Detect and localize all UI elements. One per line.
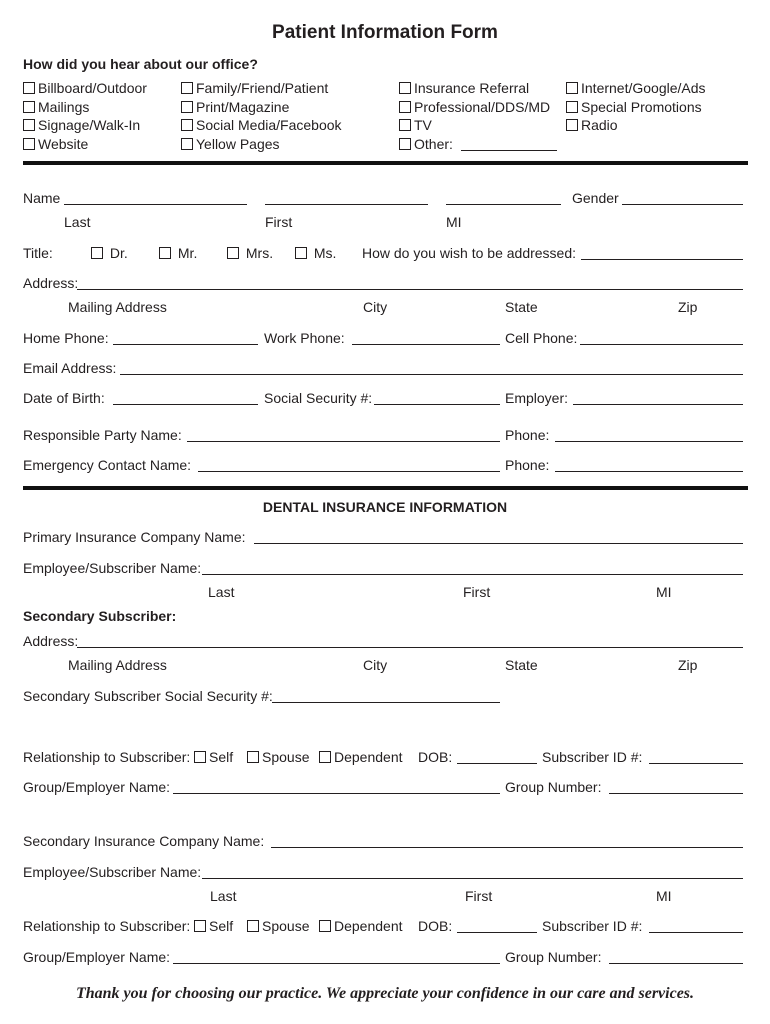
relationship-self[interactable]: Self	[194, 749, 233, 765]
zip-caption: Zip	[678, 657, 698, 673]
dob-label: Date of Birth:	[23, 390, 105, 406]
divider	[23, 161, 748, 165]
checkbox[interactable]	[566, 82, 578, 94]
checkbox[interactable]	[181, 101, 193, 113]
option-insurance-referral[interactable]: Insurance Referral	[399, 80, 529, 96]
checkbox[interactable]	[159, 247, 171, 259]
checkbox[interactable]	[181, 82, 193, 94]
option-yellow-pages[interactable]: Yellow Pages	[181, 136, 280, 152]
secondary-company-field[interactable]	[271, 847, 743, 848]
option-signage[interactable]: Signage/Walk-In	[23, 117, 140, 133]
secondary-subscriber-heading: Secondary Subscriber:	[23, 608, 177, 624]
insurance-heading: DENTAL INSURANCE INFORMATION	[262, 499, 508, 515]
subscriber-dob-label: DOB:	[418, 918, 453, 934]
checkbox[interactable]	[566, 101, 578, 113]
mi-field[interactable]	[446, 204, 561, 205]
checkbox[interactable]	[181, 138, 193, 150]
last-caption: Last	[208, 584, 235, 600]
group-employer-field[interactable]	[173, 963, 500, 964]
ssn-field[interactable]	[374, 404, 500, 405]
group-number-field[interactable]	[609, 793, 743, 794]
thank-you-message: Thank you for choosing our practice. We appreciate your confidence in our care and services.	[75, 985, 695, 1002]
group-number-field[interactable]	[609, 963, 743, 964]
option-internet[interactable]: Internet/Google/Ads	[566, 80, 706, 96]
mailing-address-caption: Mailing Address	[68, 657, 167, 673]
option-professional[interactable]: Professional/DDS/MD	[399, 99, 550, 115]
subscriber-id-label: Subscriber ID #:	[542, 749, 643, 765]
responsible-phone-field[interactable]	[555, 441, 743, 442]
relationship-self[interactable]: Self	[194, 918, 233, 934]
zip-caption: Zip	[678, 299, 698, 315]
gender-label: Gender	[572, 190, 619, 206]
title-mrs[interactable]: Mrs.	[227, 245, 273, 261]
subscriber-dob-field[interactable]	[457, 763, 537, 764]
title-ms[interactable]: Ms.	[295, 245, 336, 261]
city-caption: City	[363, 299, 388, 315]
relationship-dependent[interactable]: Dependent	[319, 918, 403, 934]
checkbox[interactable]	[399, 119, 411, 131]
checkbox[interactable]	[295, 247, 307, 259]
secondary-ssn-label: Secondary Subscriber Social Security #:	[23, 688, 273, 704]
gender-field[interactable]	[622, 204, 743, 205]
option-social-media[interactable]: Social Media/Facebook	[181, 117, 342, 133]
addressed-field[interactable]	[581, 259, 743, 260]
work-phone-label: Work Phone:	[264, 330, 345, 346]
work-phone-field[interactable]	[352, 344, 500, 345]
secondary-address-label: Address:	[23, 633, 79, 649]
first-caption: First	[465, 888, 493, 904]
option-mailings[interactable]: Mailings	[23, 99, 89, 115]
address-field[interactable]	[77, 289, 743, 290]
title-mr[interactable]: Mr.	[159, 245, 197, 261]
responsible-label: Responsible Party Name:	[23, 427, 182, 443]
employer-label: Employer:	[505, 390, 569, 406]
primary-company-field[interactable]	[254, 543, 743, 544]
relationship-spouse[interactable]: Spouse	[247, 749, 309, 765]
cell-phone-field[interactable]	[580, 344, 743, 345]
secondary-company-label: Secondary Insurance Company Name:	[23, 833, 265, 849]
relationship-dependent[interactable]: Dependent	[319, 749, 403, 765]
title-label: Title:	[23, 245, 53, 261]
emergency-phone-field[interactable]	[555, 471, 743, 472]
checkbox[interactable]	[23, 101, 35, 113]
subscriber-id-field[interactable]	[649, 932, 743, 933]
mi-caption: MI	[446, 214, 462, 230]
secondary-ssn-field[interactable]	[272, 702, 500, 703]
checkbox[interactable]	[319, 751, 331, 763]
referral-question: How did you hear about our office?	[23, 56, 258, 72]
group-employer-field[interactable]	[173, 793, 500, 794]
checkbox[interactable]	[247, 751, 259, 763]
home-phone-label: Home Phone:	[23, 330, 109, 346]
responsible-phone-label: Phone:	[505, 427, 550, 443]
first-caption: First	[265, 214, 293, 230]
checkbox[interactable]	[399, 138, 411, 150]
employer-field[interactable]	[573, 404, 743, 405]
state-caption: State	[505, 299, 538, 315]
addressed-label: How do you wish to be addressed:	[362, 245, 577, 261]
responsible-field[interactable]	[187, 441, 500, 442]
option-billboard[interactable]: Billboard/Outdoor	[23, 80, 147, 96]
option-special-promotions[interactable]: Special Promotions	[566, 99, 702, 115]
relationship-label: Relationship to Subscriber:	[23, 918, 191, 934]
page-title: Patient Information Form	[272, 22, 498, 43]
checkbox[interactable]	[399, 82, 411, 94]
subscriber-id-label: Subscriber ID #:	[542, 918, 643, 934]
option-radio[interactable]: Radio	[566, 117, 618, 133]
option-family[interactable]: Family/Friend/Patient	[181, 80, 328, 96]
subscriber-dob-field[interactable]	[457, 932, 537, 933]
title-dr[interactable]: Dr.	[91, 245, 128, 261]
secondary-address-field[interactable]	[77, 647, 743, 648]
subscriber-name-label: Employee/Subscriber Name:	[23, 560, 202, 576]
group-employer-label: Group/Employer Name:	[23, 779, 171, 795]
checkbox[interactable]	[247, 920, 259, 932]
checkbox[interactable]	[23, 82, 35, 94]
emergency-label: Emergency Contact Name:	[23, 457, 192, 473]
emergency-field[interactable]	[198, 471, 500, 472]
dob-field[interactable]	[113, 404, 258, 405]
group-number-label: Group Number:	[505, 949, 602, 965]
option-print[interactable]: Print/Magazine	[181, 99, 289, 115]
mi-caption: MI	[656, 584, 672, 600]
other-field[interactable]	[461, 150, 557, 151]
name-label: Name	[23, 190, 61, 206]
checkbox[interactable]	[194, 751, 206, 763]
checkbox[interactable]	[566, 119, 578, 131]
checkbox[interactable]	[23, 119, 35, 131]
last-caption: Last	[210, 888, 237, 904]
divider	[23, 486, 748, 490]
email-field[interactable]	[120, 374, 743, 375]
primary-company-label: Primary Insurance Company Name:	[23, 529, 246, 545]
option-other[interactable]: Other:	[399, 136, 453, 152]
option-website[interactable]: Website	[23, 136, 88, 152]
checkbox[interactable]	[91, 247, 103, 259]
ssn-label: Social Security #:	[264, 390, 373, 406]
relationship-spouse[interactable]: Spouse	[247, 918, 309, 934]
address-label: Address:	[23, 275, 79, 291]
mi-caption: MI	[656, 888, 672, 904]
subscriber-id-field[interactable]	[649, 763, 743, 764]
checkbox[interactable]	[319, 920, 331, 932]
emergency-phone-label: Phone:	[505, 457, 550, 473]
group-number-label: Group Number:	[505, 779, 602, 795]
home-phone-field[interactable]	[113, 344, 258, 345]
mailing-address-caption: Mailing Address	[68, 299, 167, 315]
city-caption: City	[363, 657, 388, 673]
cell-phone-label: Cell Phone:	[505, 330, 578, 346]
state-caption: State	[505, 657, 538, 673]
last-caption: Last	[64, 214, 91, 230]
option-tv[interactable]: TV	[399, 117, 432, 133]
email-label: Email Address:	[23, 360, 117, 376]
subscriber-name-field[interactable]	[202, 574, 743, 575]
checkbox[interactable]	[23, 138, 35, 150]
first-name-field[interactable]	[265, 204, 428, 205]
secondary-subscriber-name-field[interactable]	[202, 878, 743, 879]
group-employer-label: Group/Employer Name:	[23, 949, 171, 965]
secondary-subscriber-name-label: Employee/Subscriber Name:	[23, 864, 202, 880]
checkbox[interactable]	[194, 920, 206, 932]
checkbox[interactable]	[399, 101, 411, 113]
subscriber-dob-label: DOB:	[418, 749, 453, 765]
checkbox[interactable]	[227, 247, 239, 259]
first-caption: First	[463, 584, 491, 600]
checkbox[interactable]	[181, 119, 193, 131]
relationship-label: Relationship to Subscriber:	[23, 749, 191, 765]
last-name-field[interactable]	[64, 204, 247, 205]
